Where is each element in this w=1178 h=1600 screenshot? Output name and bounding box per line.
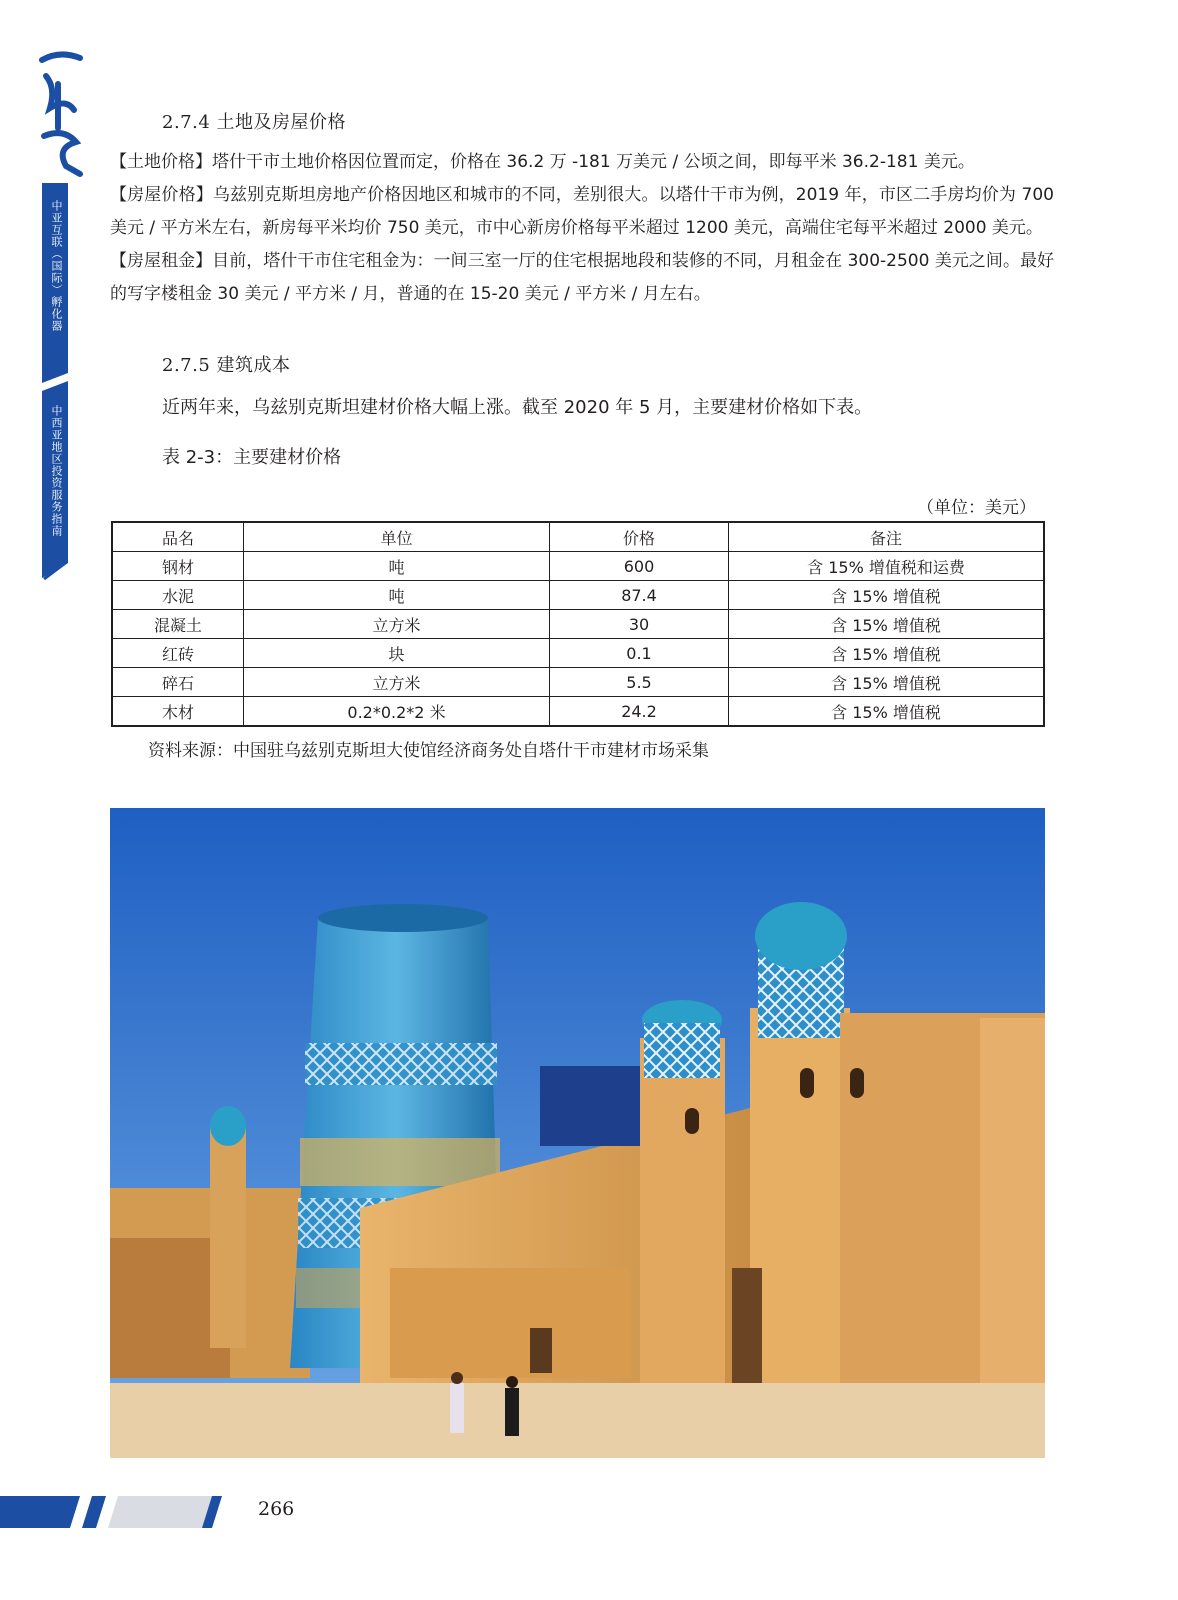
cell-note: 含 15% 增值税 (729, 697, 1045, 727)
cell-note: 含 15% 增值税 (729, 610, 1045, 639)
cell-unit: 块 (244, 639, 550, 668)
section-body-274 (110, 146, 1054, 311)
cell-name: 红砖 (112, 639, 244, 668)
header-price: 价格 (550, 522, 729, 552)
sidebar-label-top: 中亚互联（国际）孵化器 (50, 200, 63, 332)
cell-price: 5.5 (550, 668, 729, 697)
cell-name: 混凝土 (112, 610, 244, 639)
cell-note: 含 15% 增值税 (729, 581, 1045, 610)
table-row (112, 610, 1044, 639)
paragraph-house-rent: 【房屋租金】目前，塔什干市住宅租金为：一间三室一厅的住宅根据地段和装修的不同，月租金在 300-2500 美元之间。最好的写字楼租金 30 美元 / 平方米 / 月，普通的在 15-20 美元 / 平方米 / 月左右。 (110, 251, 1055, 304)
cell-name: 水泥 (112, 581, 244, 610)
paragraph-land-price: 【土地价格】塔什干市土地价格因位置而定，价格在 36.2 万 -181 万美元 / 公顷之间，即每平米 36.2-181 美元。 (110, 152, 975, 172)
table-row (112, 552, 1044, 581)
section-heading-275: 2.7.5 建筑成本 (162, 355, 291, 376)
cell-note: 含 15% 增值税 (729, 668, 1045, 697)
cell-unit: 立方米 (244, 668, 550, 697)
cell-unit: 0.2*0.2*2 米 (244, 697, 550, 727)
header-name: 品名 (112, 522, 244, 552)
cell-unit: 吨 (244, 581, 550, 610)
cell-unit: 吨 (244, 552, 550, 581)
cell-price: 30 (550, 610, 729, 639)
paragraph-house-price: 【房屋价格】乌兹别克斯坦房地产价格因地区和城市的不同，差别很大。以塔什干市为例，2019 年，市区二手房均价为 700 美元 / 平方米左右，新房每平米均价 750 美元，市中心新房价格每平米超过 1200 美元，高端住宅每平米超过 2000 美元。 (110, 185, 1054, 238)
cell-note: 含 15% 增值税和运费 (729, 552, 1045, 581)
header-note: 备注 (729, 522, 1045, 552)
page-number: 266 (258, 1498, 295, 1520)
table-row (112, 697, 1044, 727)
cell-price: 600 (550, 552, 729, 581)
cell-unit: 立方米 (244, 610, 550, 639)
sidebar-label-bottom: 中西亚地区投资服务指南 (50, 405, 63, 537)
belt-road-logo (36, 48, 84, 178)
footer-decoration (0, 1492, 230, 1532)
cell-price: 87.4 (550, 581, 729, 610)
cell-price: 0.1 (550, 639, 729, 668)
cell-name: 木材 (112, 697, 244, 727)
table-unit: （单位：美元） (917, 498, 1036, 518)
khiva-minaret-photo (110, 808, 1045, 1458)
cell-price: 24.2 (550, 697, 729, 727)
cell-note: 含 15% 增值税 (729, 639, 1045, 668)
table-header-row (112, 522, 1044, 552)
table-row (112, 639, 1044, 668)
section-heading-274: 2.7.4 土地及房屋价格 (162, 112, 347, 133)
table-row (112, 581, 1044, 610)
materials-price-table (111, 521, 1045, 727)
table-caption: 表 2-3：主要建材价格 (162, 447, 342, 468)
section-intro-275: 近两年来，乌兹别克斯坦建材价格大幅上涨。截至 2020 年 5 月，主要建材价格如下表。 (162, 397, 873, 418)
cell-name: 钢材 (112, 552, 244, 581)
header-unit: 单位 (244, 522, 550, 552)
cell-name: 碎石 (112, 668, 244, 697)
table-source: 资料来源：中国驻乌兹别克斯坦大使馆经济商务处自塔什干市建材市场采集 (148, 741, 709, 761)
table-row (112, 668, 1044, 697)
